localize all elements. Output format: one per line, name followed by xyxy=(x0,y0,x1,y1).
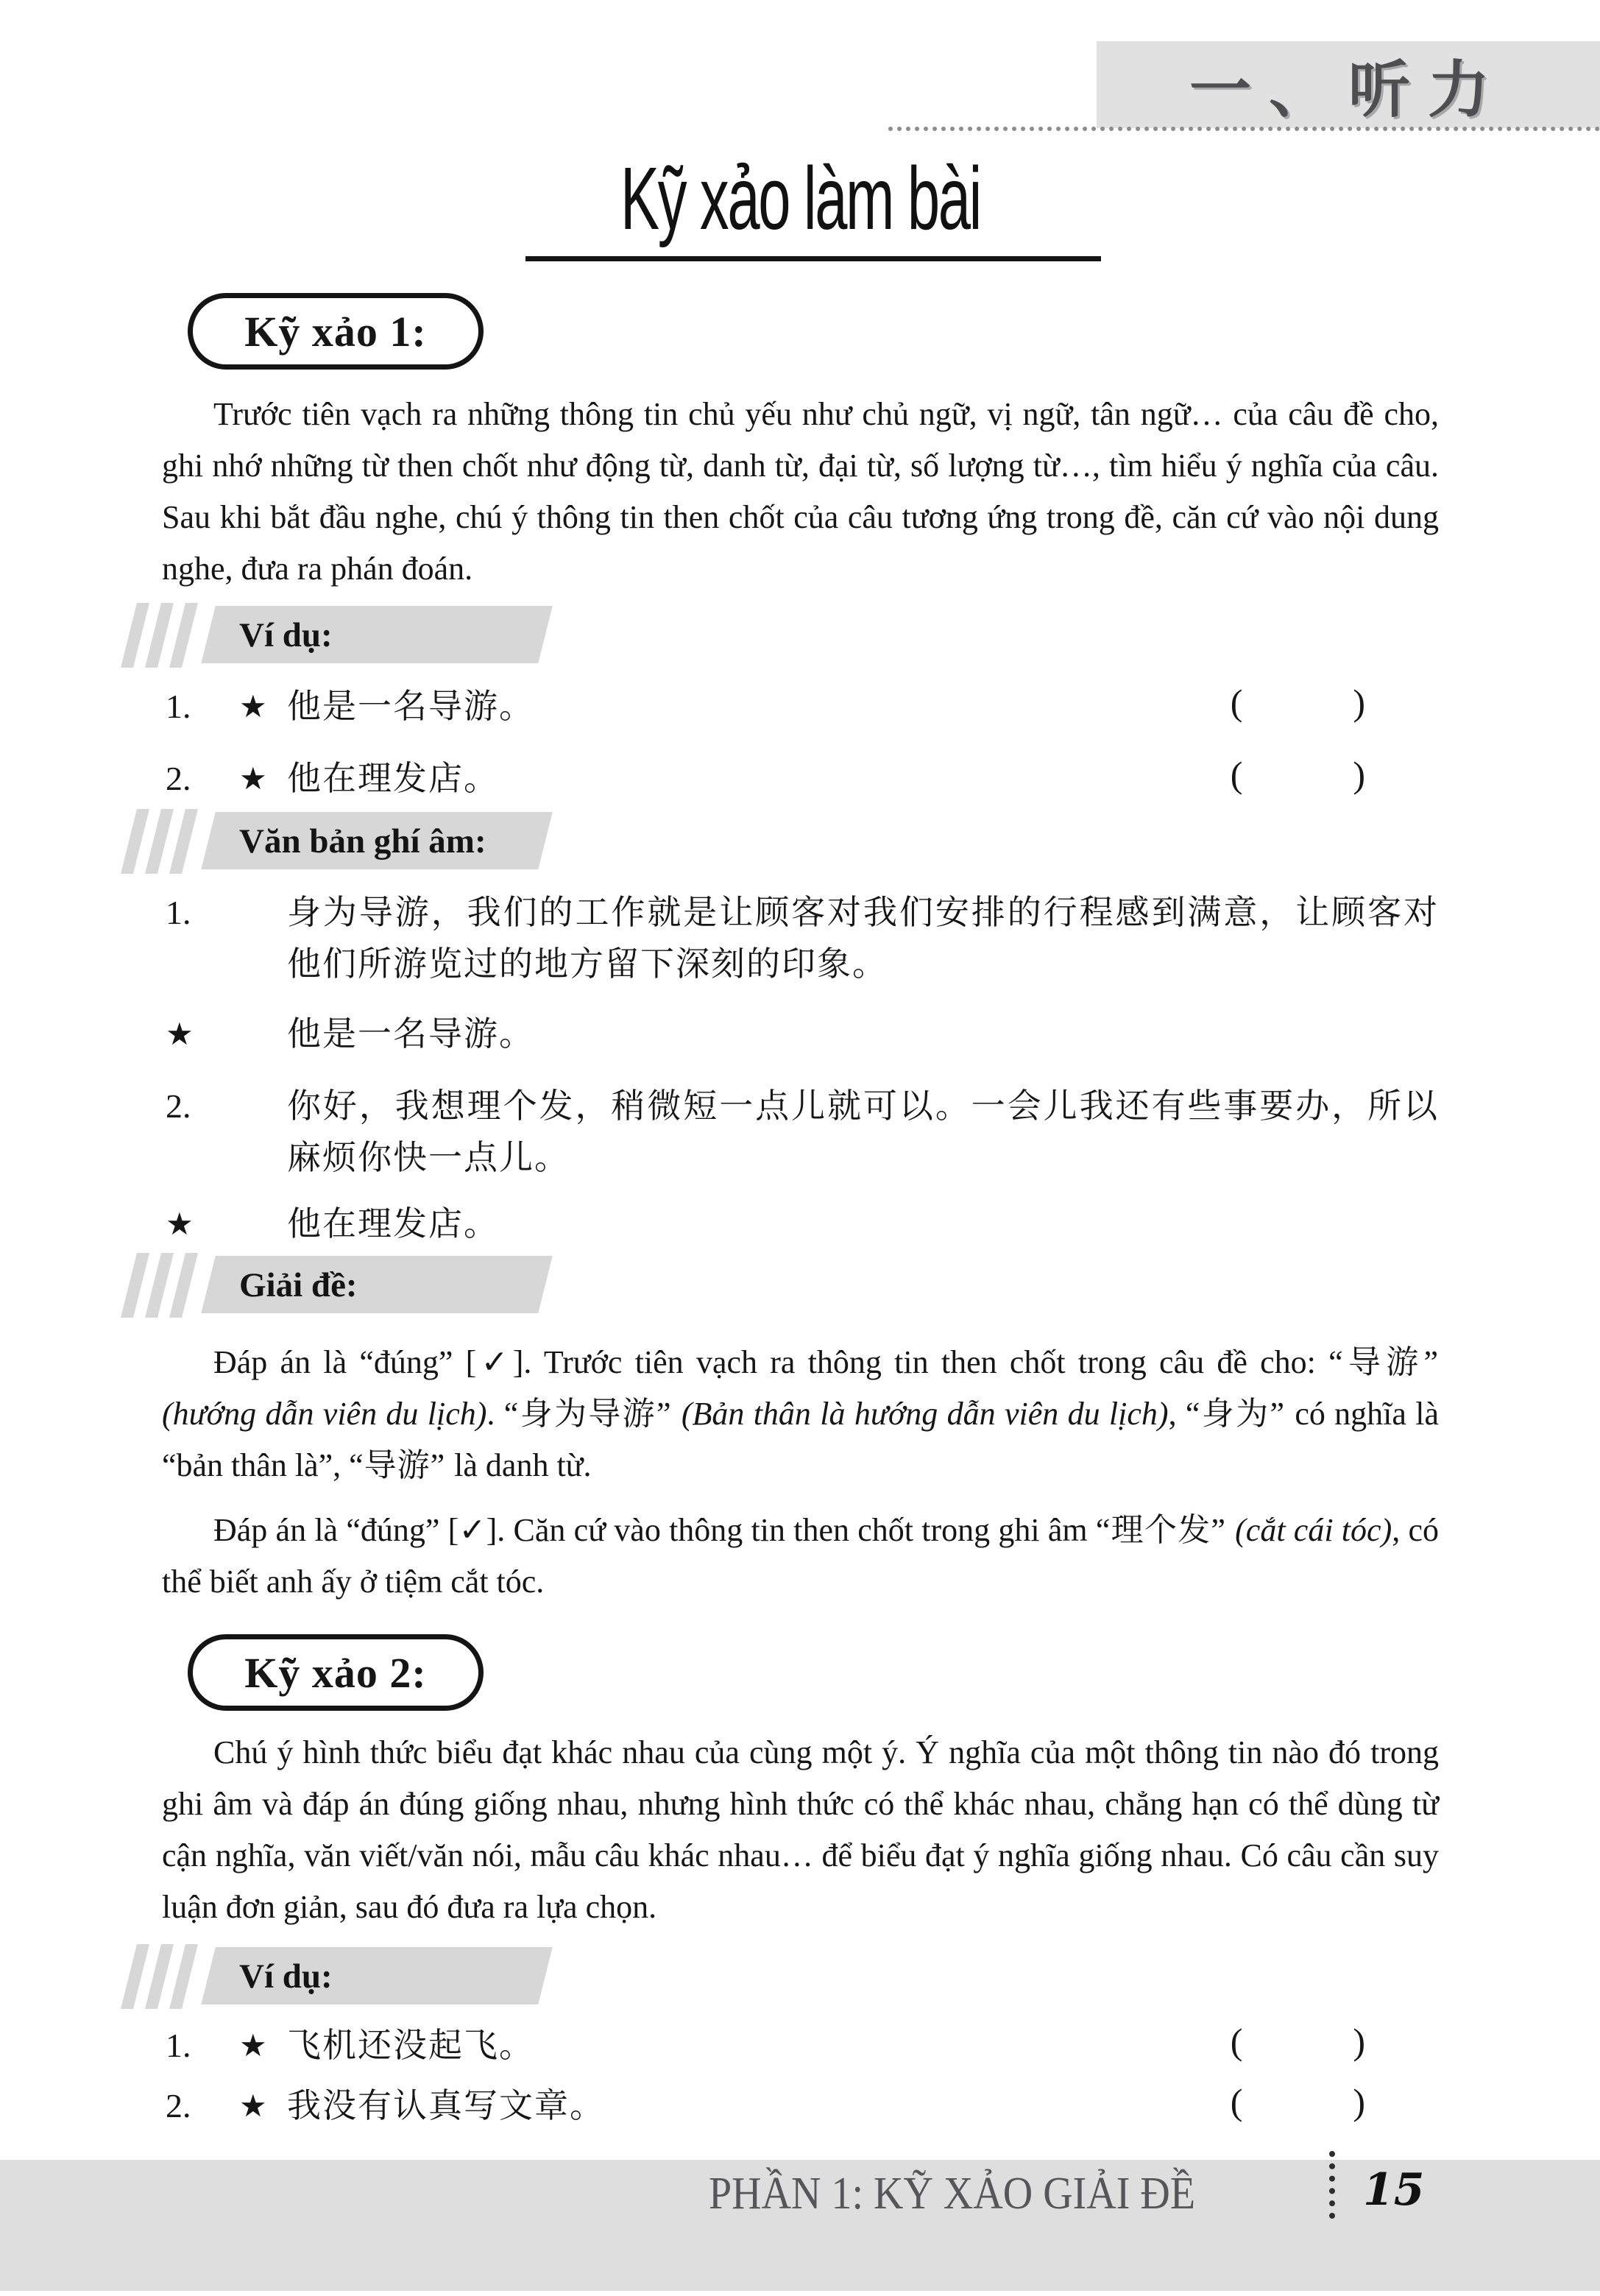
item-text: 他在理发店。 xyxy=(287,760,499,797)
star-icon: ★ xyxy=(239,2027,267,2063)
header-dotted-rule xyxy=(888,127,1600,131)
vietnamese-gloss: (Bản thân là hướng dẫn viên du lịch) xyxy=(681,1396,1169,1432)
star-icon: ★ xyxy=(166,1016,194,1052)
item-number: 2. xyxy=(166,1087,191,1125)
chinese-term: “导游” xyxy=(349,1447,455,1483)
stripe-decoration xyxy=(121,1944,149,2009)
star-icon: ★ xyxy=(166,1206,194,1242)
solution-text: Đáp án là “đúng” [✓]. Trước tiên vạch ra thông tin then chốt trong câu đề cho: xyxy=(213,1344,1329,1380)
chinese-term: “导游” xyxy=(1328,1344,1439,1380)
chinese-term: “身为” xyxy=(1185,1396,1295,1432)
stripe-decoration xyxy=(121,809,149,874)
vietnamese-gloss: (hướng dẫn viên du lịch) xyxy=(162,1396,487,1432)
section-header-solution xyxy=(129,1256,600,1313)
stripe-decoration xyxy=(121,1253,149,1318)
chinese-term: “理个发” xyxy=(1095,1512,1236,1548)
transcript-row xyxy=(162,1198,1439,1250)
transcript-row xyxy=(162,887,1439,990)
transcript-text: 你好，我想理个发，稍微短一点儿就可以。一会儿我还有些事要办，所以麻烦你快一点儿。 xyxy=(287,1087,1439,1176)
section-label-examples2: Ví dụ: xyxy=(239,1957,333,1996)
section-label-solution: Giải đề: xyxy=(239,1266,358,1304)
footer-dotted-divider xyxy=(1329,2151,1335,2219)
item-text: 他是一名导游。 xyxy=(287,688,534,725)
page-number: 15 xyxy=(1363,2164,1425,2216)
solution-text: , xyxy=(1168,1396,1186,1432)
transcript-row xyxy=(162,1009,1439,1060)
item-number: 2. xyxy=(166,760,191,797)
skill2-badge xyxy=(188,1634,484,1711)
footer-section-title: PHẦN 1: KỸ XẢO GIẢI ĐỀ xyxy=(709,2168,1196,2219)
transcript-text: 身为导游，我们的工作就是让顾客对我们安排的行程感到满意，让顾客对他们所游览过的地方留下深刻的印象。 xyxy=(287,894,1439,983)
title-underline xyxy=(525,256,1101,261)
solution-paragraph-2 xyxy=(162,1505,1439,1608)
answer-blank: ( ) xyxy=(1230,754,1365,795)
star-icon: ★ xyxy=(239,760,267,796)
skill2-intro-paragraph: Chú ý hình thức biểu đạt khác nhau của cùng một ý. Ý nghĩa của một thông tin nào đó trong ghi âm và đáp án đúng giống nhau, nhưng hình thức có thể khác nhau, chẳng hạn có thể dùng từ cận nghĩa, văn viết/văn nói, mẫu câu khác nhau… để biểu đạt ý nghĩa giống nhau. Có câu cần suy luận đơn giản, sau đó đưa ra lựa chọn. xyxy=(162,1734,1439,1925)
item-number: 1. xyxy=(166,688,191,725)
answer-blank: ( ) xyxy=(1230,682,1365,723)
page-title-wrap xyxy=(0,149,1600,249)
section-header-examples1 xyxy=(129,606,600,663)
skill2-badge-label: Kỹ xảo 2: xyxy=(244,1648,427,1697)
section-header-examples2 xyxy=(129,1947,600,2004)
section-label-examples1: Ví dụ: xyxy=(239,616,333,654)
stripe-decoration xyxy=(145,809,174,874)
item-number: 2. xyxy=(166,2087,191,2124)
transcript-row xyxy=(162,1081,1439,1184)
solution-text: có nghĩa là “bản thân là”, xyxy=(162,1396,1440,1483)
item-text: 我没有认真写文章。 xyxy=(287,2087,605,2124)
stripe-decoration xyxy=(145,603,174,668)
stripe-decoration xyxy=(169,603,198,668)
answer-blank: ( ) xyxy=(1230,2081,1365,2122)
item-number: 1. xyxy=(166,2027,191,2064)
solution-text: . xyxy=(486,1396,504,1432)
skill1-badge xyxy=(188,293,484,370)
stripe-decoration xyxy=(169,809,198,874)
solution-text: , có thể biết anh ấy ở tiệm cắt tóc. xyxy=(162,1512,1439,1600)
star-icon: ★ xyxy=(239,688,267,724)
item-text: 飞机还没起飞。 xyxy=(287,2027,534,2064)
chapter-banner xyxy=(1097,41,1600,128)
solution-paragraph-1 xyxy=(162,1337,1439,1491)
stripe-decoration xyxy=(169,1253,198,1318)
transcript-text: 他在理发店。 xyxy=(287,1205,499,1243)
stripe-decoration xyxy=(145,1944,174,2009)
example-row xyxy=(162,2020,1439,2071)
stripe-decoration xyxy=(169,1944,198,2009)
item-number: 1. xyxy=(166,894,191,931)
solution-text: là danh từ. xyxy=(454,1447,592,1483)
page-title: Kỹ xảo làm bài xyxy=(620,149,980,249)
example-row xyxy=(162,2080,1439,2132)
answer-blank: ( ) xyxy=(1230,2021,1365,2062)
chinese-term: “身为导游” xyxy=(503,1396,682,1432)
stripe-decoration xyxy=(145,1253,174,1318)
skill1-badge-label: Kỹ xảo 1: xyxy=(244,307,427,356)
section-header-transcript xyxy=(129,812,600,869)
vietnamese-gloss: (cắt cái tóc) xyxy=(1235,1512,1392,1548)
chapter-title: 一、听力 xyxy=(1189,52,1507,126)
example-row xyxy=(162,681,1439,732)
transcript-text: 他是一名导游。 xyxy=(287,1015,534,1053)
solution-text: Đáp án là “đúng” [✓]. Căn cứ vào thông tin then chốt trong ghi âm xyxy=(213,1512,1096,1548)
section-label-transcript: Văn bản ghí âm: xyxy=(239,822,486,861)
example-row xyxy=(162,753,1439,805)
star-icon: ★ xyxy=(239,2088,267,2124)
skill1-intro-paragraph: Trước tiên vạch ra những thông tin chủ yếu như chủ ngữ, vị ngữ, tân ngữ… của câu đề cho, ghi nhớ những từ then chốt như động từ, danh từ, đại từ, số lượng từ…, tìm hiểu ý nghĩa của câu. Sau khi bắt đầu nghe, chú ý thông tin then chốt của câu tương ứng trong đề, căn cứ vào nội dung nghe, đưa ra phán đoán. xyxy=(162,396,1439,587)
stripe-decoration xyxy=(121,603,149,668)
